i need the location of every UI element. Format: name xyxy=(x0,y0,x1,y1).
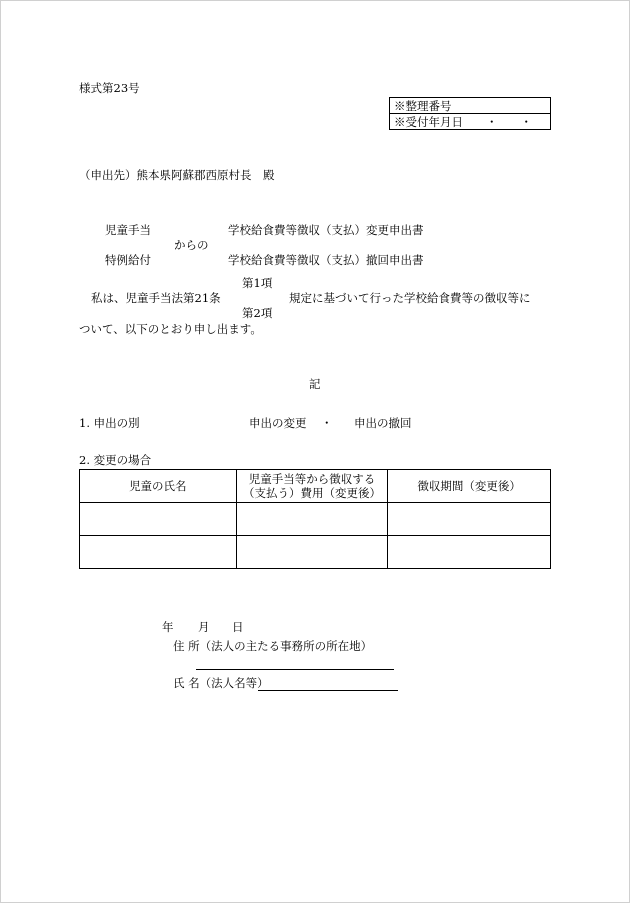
name-label: 氏 名（法人名等） xyxy=(173,676,269,690)
address-label: 住 所（法人の主たる事務所の所在地） xyxy=(173,639,373,653)
table-row xyxy=(80,536,551,569)
statement-end: 規定に基づいて行った学校給食費等の徴収等に xyxy=(289,291,531,305)
date-year: 年 xyxy=(162,620,174,634)
statement-line2: ついて、以下のとおり申し出ます。 xyxy=(79,322,262,336)
received-date-field[interactable]: ※受付年月日 ・ ・ xyxy=(390,114,551,130)
period-cell[interactable] xyxy=(388,503,551,536)
section2-label: 2. 変更の場合 xyxy=(79,453,152,467)
header-cost-line1: 児童手当等から徴収する xyxy=(248,472,376,486)
change-request-title: 学校給食費等徴収（支払）変更申出書 xyxy=(228,223,424,237)
period-cell[interactable] xyxy=(388,536,551,569)
date-month: 月 xyxy=(198,620,210,634)
section1-label: 1. 申出の別 xyxy=(79,416,140,430)
table-row xyxy=(80,503,551,536)
child-allowance-label: 児童手当 xyxy=(105,223,151,237)
header-cost-line2: （支払う）費用（変更後） xyxy=(242,486,381,500)
child-name-cell[interactable] xyxy=(80,536,237,569)
form-number: 様式第23号 xyxy=(79,81,140,95)
name-line[interactable] xyxy=(258,690,398,691)
withdraw-request-title: 学校給食費等徴収（支払）撤回申出書 xyxy=(228,253,424,267)
header-period: 徴収期間（変更後） xyxy=(388,470,551,503)
special-benefit-label: 特例給付 xyxy=(105,253,151,267)
change-table xyxy=(79,469,551,569)
cost-cell[interactable] xyxy=(236,536,388,569)
option-withdraw[interactable]: 申出の撤回 xyxy=(354,416,412,430)
addressee: （申出先）熊本県阿蘇郡西原村長 殿 xyxy=(79,168,275,182)
from-label: からの xyxy=(174,238,209,252)
option-separator: ・ xyxy=(321,416,333,430)
header-cost xyxy=(236,470,388,503)
paragraph-1-option: 第1項 xyxy=(242,276,273,290)
control-number-field[interactable]: ※整理番号 xyxy=(390,98,551,114)
cost-cell[interactable] xyxy=(236,503,388,536)
header-child-name: 児童の氏名 xyxy=(80,470,237,503)
office-use-box xyxy=(389,97,551,130)
ki-heading: 記 xyxy=(309,377,321,391)
statement-start: 私は、児童手当法第21条 xyxy=(91,291,221,305)
paragraph-2-option: 第2項 xyxy=(242,306,273,320)
option-change[interactable]: 申出の変更 xyxy=(249,416,307,430)
date-day: 日 xyxy=(232,620,244,634)
child-name-cell[interactable] xyxy=(80,503,237,536)
address-line[interactable] xyxy=(196,669,394,670)
